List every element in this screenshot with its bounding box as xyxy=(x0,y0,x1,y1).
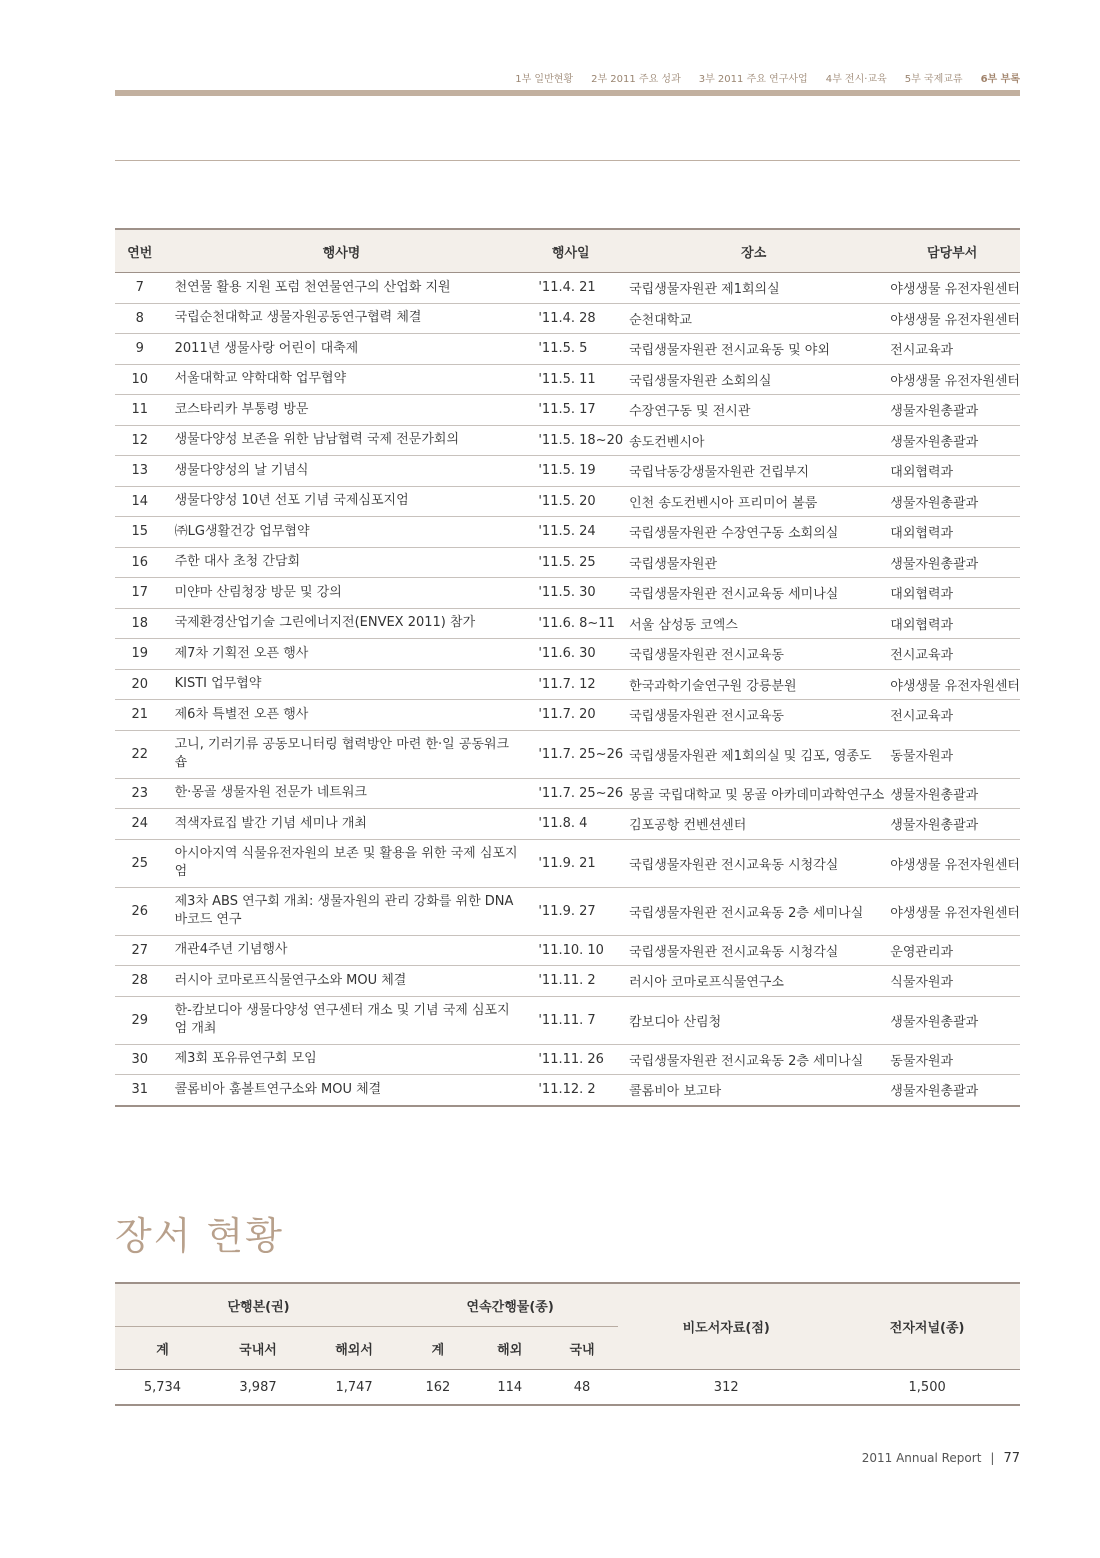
event-row xyxy=(115,778,1020,809)
event-dept: 동물자원과 xyxy=(884,730,1020,778)
event-date: '11.7. 12 xyxy=(518,669,623,700)
event-name: KISTI 업무협약 xyxy=(165,669,519,700)
library-header-row xyxy=(115,1283,1020,1327)
event-dept: 식물자원과 xyxy=(884,966,1020,997)
value-cell: 1,500 xyxy=(834,1370,1020,1406)
sub-header: 계 xyxy=(115,1327,210,1370)
event-no: 29 xyxy=(115,996,165,1044)
value-cell: 114 xyxy=(474,1370,546,1406)
event-no: 8 xyxy=(115,303,165,334)
event-no: 27 xyxy=(115,935,165,966)
event-row xyxy=(115,1044,1020,1075)
event-no: 10 xyxy=(115,364,165,395)
event-name: 코스타리카 부통령 방문 xyxy=(165,395,519,426)
event-dept: 전시교육과 xyxy=(884,700,1020,731)
library-section-title: 장서 현황 xyxy=(115,1214,284,1258)
event-no: 20 xyxy=(115,669,165,700)
event-name: 국제환경산업기술 그린에너지전(ENVEX 2011) 참가 xyxy=(165,608,519,639)
event-place: 캄보디아 산림청 xyxy=(623,996,884,1044)
event-row xyxy=(115,364,1020,395)
event-row xyxy=(115,839,1020,887)
event-name: 제7차 기획전 오픈 행사 xyxy=(165,639,519,670)
event-dept: 생물자원총괄과 xyxy=(884,425,1020,456)
event-dept: 야생생물 유전자원센터 xyxy=(884,303,1020,334)
col-header-no: 연번 xyxy=(115,229,165,273)
event-row xyxy=(115,887,1020,935)
event-row xyxy=(115,809,1020,840)
event-date: '11.5. 19 xyxy=(518,456,623,487)
value-cell: 1,747 xyxy=(306,1370,402,1406)
event-no: 23 xyxy=(115,778,165,809)
col-header-nonbook: 비도서자료(점) xyxy=(618,1283,834,1370)
event-place: 국립생물자원관 제1회의실 xyxy=(623,273,884,304)
event-dept: 대외협력과 xyxy=(884,578,1020,609)
nav-item[interactable]: 5부 국제교류 xyxy=(904,74,963,85)
event-date: '11.6. 30 xyxy=(518,639,623,670)
event-name: 적색자료집 발간 기념 세미나 개최 xyxy=(165,809,519,840)
event-name: 러시아 코마로프식물연구소와 MOU 체결 xyxy=(165,966,519,997)
event-row xyxy=(115,425,1020,456)
event-no: 13 xyxy=(115,456,165,487)
event-date: '11.12. 2 xyxy=(518,1075,623,1106)
event-name: 생물다양성의 날 기념식 xyxy=(165,456,519,487)
event-place: 한국과학기술연구원 강릉분원 xyxy=(623,669,884,700)
event-date: '11.5. 30 xyxy=(518,578,623,609)
event-no: 26 xyxy=(115,887,165,935)
event-dept: 야생생물 유전자원센터 xyxy=(884,273,1020,304)
event-row xyxy=(115,669,1020,700)
col-header-date: 행사일 xyxy=(518,229,623,273)
event-row xyxy=(115,700,1020,731)
event-date: '11.11. 7 xyxy=(518,996,623,1044)
event-place: 몽골 국립대학교 및 몽골 아카데미과학연구소 xyxy=(623,778,884,809)
event-no: 25 xyxy=(115,839,165,887)
event-name: 제3회 포유류연구회 모임 xyxy=(165,1044,519,1075)
event-date: '11.10. 10 xyxy=(518,935,623,966)
event-place: 수장연구동 및 전시관 xyxy=(623,395,884,426)
event-place: 김포공항 컨벤션센터 xyxy=(623,809,884,840)
event-place: 송도컨벤시아 xyxy=(623,425,884,456)
event-date: '11.5. 18~20 xyxy=(518,425,623,456)
event-dept: 야생생물 유전자원센터 xyxy=(884,669,1020,700)
event-row xyxy=(115,517,1020,548)
event-no: 30 xyxy=(115,1044,165,1075)
event-dept: 전시교육과 xyxy=(884,639,1020,670)
event-no: 24 xyxy=(115,809,165,840)
event-no: 19 xyxy=(115,639,165,670)
event-name: 주한 대사 초청 간담회 xyxy=(165,547,519,578)
event-place: 러시아 코마로프식물연구소 xyxy=(623,966,884,997)
value-cell: 3,987 xyxy=(210,1370,306,1406)
event-name: 생물다양성 보존을 위한 남남협력 국제 전문가회의 xyxy=(165,425,519,456)
event-no: 22 xyxy=(115,730,165,778)
event-row xyxy=(115,966,1020,997)
events-table xyxy=(115,228,1020,1107)
event-name: 미얀마 산림청장 방문 및 강의 xyxy=(165,578,519,609)
event-place: 국립생물자원관 제1회의실 및 김포, 영종도 xyxy=(623,730,884,778)
nav-item[interactable]: 2부 2011 주요 성과 xyxy=(591,74,681,85)
event-dept: 생물자원총괄과 xyxy=(884,395,1020,426)
col-header-name: 행사명 xyxy=(165,229,519,273)
event-row xyxy=(115,303,1020,334)
event-no: 18 xyxy=(115,608,165,639)
event-dept: 생물자원총괄과 xyxy=(884,996,1020,1044)
sub-header: 해외서 xyxy=(306,1327,402,1370)
event-row xyxy=(115,486,1020,517)
footer-separator: | xyxy=(990,1451,995,1465)
event-date: '11.9. 27 xyxy=(518,887,623,935)
event-dept: 생물자원총괄과 xyxy=(884,1075,1020,1106)
event-row xyxy=(115,730,1020,778)
events-header-row xyxy=(115,229,1020,273)
event-place: 국립생물자원관 전시교육동 2층 세미나실 xyxy=(623,887,884,935)
event-no: 28 xyxy=(115,966,165,997)
nav-item[interactable]: 1부 일반현황 xyxy=(515,74,574,85)
event-dept: 생물자원총괄과 xyxy=(884,778,1020,809)
event-row xyxy=(115,456,1020,487)
event-date: '11.7. 25~26 xyxy=(518,778,623,809)
event-place: 순천대학교 xyxy=(623,303,884,334)
col-header-dept: 담당부서 xyxy=(884,229,1020,273)
event-place: 국립생물자원관 xyxy=(623,547,884,578)
event-name: 제3차 ABS 연구회 개최: 생물자원의 관리 강화를 위한 DNA 바코드 연구 xyxy=(165,887,519,935)
header-bar xyxy=(115,90,1020,96)
event-name: ㈜LG생활건강 업무협약 xyxy=(165,517,519,548)
event-dept: 생물자원총괄과 xyxy=(884,486,1020,517)
event-date: '11.9. 21 xyxy=(518,839,623,887)
event-place: 국립생물자원관 전시교육동 2층 세미나실 xyxy=(623,1044,884,1075)
event-row xyxy=(115,578,1020,609)
event-no: 11 xyxy=(115,395,165,426)
event-place: 국립생물자원관 전시교육동 세미나실 xyxy=(623,578,884,609)
event-row xyxy=(115,935,1020,966)
event-date: '11.5. 24 xyxy=(518,517,623,548)
event-dept: 운영관리과 xyxy=(884,935,1020,966)
event-place: 콜롬비아 보고타 xyxy=(623,1075,884,1106)
event-date: '11.5. 11 xyxy=(518,364,623,395)
page-footer xyxy=(862,1451,1020,1466)
nav-item[interactable]: 4부 전시·교육 xyxy=(825,74,887,85)
event-date: '11.11. 26 xyxy=(518,1044,623,1075)
event-dept: 대외협력과 xyxy=(884,517,1020,548)
event-date: '11.7. 25~26 xyxy=(518,730,623,778)
event-no: 14 xyxy=(115,486,165,517)
event-name: 천연물 활용 지원 포럼 천연물연구의 산업화 지원 xyxy=(165,273,519,304)
divider-line xyxy=(115,160,1020,161)
event-dept: 동물자원과 xyxy=(884,1044,1020,1075)
event-name: 2011년 생물사랑 어린이 대축제 xyxy=(165,334,519,365)
event-no: 17 xyxy=(115,578,165,609)
event-dept: 야생생물 유전자원센터 xyxy=(884,364,1020,395)
sub-header: 국내서 xyxy=(210,1327,306,1370)
event-name: 생물다양성 10년 선포 기념 국제심포지엄 xyxy=(165,486,519,517)
event-row xyxy=(115,608,1020,639)
event-no: 7 xyxy=(115,273,165,304)
event-name: 서울대학교 약학대학 업무협약 xyxy=(165,364,519,395)
event-place: 인천 송도컨벤시아 프리미어 볼룸 xyxy=(623,486,884,517)
value-cell: 48 xyxy=(546,1370,618,1406)
event-place: 국립생물자원관 수장연구동 소회의실 xyxy=(623,517,884,548)
event-row xyxy=(115,1075,1020,1106)
sub-header: 국내 xyxy=(546,1327,618,1370)
event-row xyxy=(115,547,1020,578)
event-date: '11.4. 21 xyxy=(518,273,623,304)
event-name: 한·몽골 생물자원 전문가 네트워크 xyxy=(165,778,519,809)
col-header-place: 장소 xyxy=(623,229,884,273)
group-header-serial: 연속간행물(종) xyxy=(402,1283,618,1327)
event-place: 국립낙동강생물자원관 건립부지 xyxy=(623,456,884,487)
event-no: 21 xyxy=(115,700,165,731)
event-date: '11.5. 17 xyxy=(518,395,623,426)
col-header-ejournal: 전자저널(종) xyxy=(834,1283,1020,1370)
sub-header: 계 xyxy=(402,1327,473,1370)
nav-item-active[interactable]: 6부 부록 xyxy=(980,74,1020,85)
section-nav xyxy=(515,70,1020,86)
event-row xyxy=(115,996,1020,1044)
event-dept: 대외협력과 xyxy=(884,456,1020,487)
event-dept: 전시교육과 xyxy=(884,334,1020,365)
event-row xyxy=(115,395,1020,426)
event-no: 15 xyxy=(115,517,165,548)
event-row xyxy=(115,273,1020,304)
group-header-single: 단행본(권) xyxy=(115,1283,402,1327)
event-place: 국립생물자원관 전시교육동 및 야외 xyxy=(623,334,884,365)
event-dept: 대외협력과 xyxy=(884,608,1020,639)
event-date: '11.11. 2 xyxy=(518,966,623,997)
event-name: 한-캄보디아 생물다양성 연구센터 개소 및 기념 국제 심포지엄 개최 xyxy=(165,996,519,1044)
event-row xyxy=(115,639,1020,670)
event-date: '11.5. 5 xyxy=(518,334,623,365)
event-name: 고니, 기러기류 공동모니터링 협력방안 마련 한·일 공동워크숍 xyxy=(165,730,519,778)
event-dept: 생물자원총괄과 xyxy=(884,809,1020,840)
event-dept: 생물자원총괄과 xyxy=(884,547,1020,578)
event-place: 서울 삼성동 코엑스 xyxy=(623,608,884,639)
event-date: '11.7. 20 xyxy=(518,700,623,731)
event-row xyxy=(115,334,1020,365)
event-name: 제6차 특별전 오픈 행사 xyxy=(165,700,519,731)
report-label: 2011 Annual Report xyxy=(861,1451,982,1465)
sub-header: 해외 xyxy=(474,1327,546,1370)
event-name: 국립순천대학교 생물자원공동연구협력 체결 xyxy=(165,303,519,334)
event-no: 31 xyxy=(115,1075,165,1106)
library-table xyxy=(115,1282,1020,1406)
nav-item[interactable]: 3부 2011 주요 연구사업 xyxy=(698,74,808,85)
value-cell: 312 xyxy=(618,1370,834,1406)
event-place: 국립생물자원관 전시교육동 시청각실 xyxy=(623,839,884,887)
event-date: '11.6. 8~11 xyxy=(518,608,623,639)
event-place: 국립생물자원관 전시교육동 xyxy=(623,639,884,670)
event-name: 아시아지역 식물유전자원의 보존 및 활용을 위한 국제 심포지엄 xyxy=(165,839,519,887)
event-name: 콜롬비아 훔볼트연구소와 MOU 체결 xyxy=(165,1075,519,1106)
event-place: 국립생물자원관 전시교육동 시청각실 xyxy=(623,935,884,966)
event-no: 12 xyxy=(115,425,165,456)
event-dept: 야생생물 유전자원센터 xyxy=(884,839,1020,887)
event-no: 9 xyxy=(115,334,165,365)
event-date: '11.4. 28 xyxy=(518,303,623,334)
event-name: 개관4주년 기념행사 xyxy=(165,935,519,966)
event-date: '11.8. 4 xyxy=(518,809,623,840)
value-cell: 162 xyxy=(402,1370,473,1406)
event-date: '11.5. 25 xyxy=(518,547,623,578)
page-number: 77 xyxy=(1003,1451,1020,1466)
library-values-row xyxy=(115,1370,1020,1406)
event-dept: 야생생물 유전자원센터 xyxy=(884,887,1020,935)
event-no: 16 xyxy=(115,547,165,578)
event-place: 국립생물자원관 소회의실 xyxy=(623,364,884,395)
value-cell: 5,734 xyxy=(115,1370,210,1406)
event-place: 국립생물자원관 전시교육동 xyxy=(623,700,884,731)
event-date: '11.5. 20 xyxy=(518,486,623,517)
